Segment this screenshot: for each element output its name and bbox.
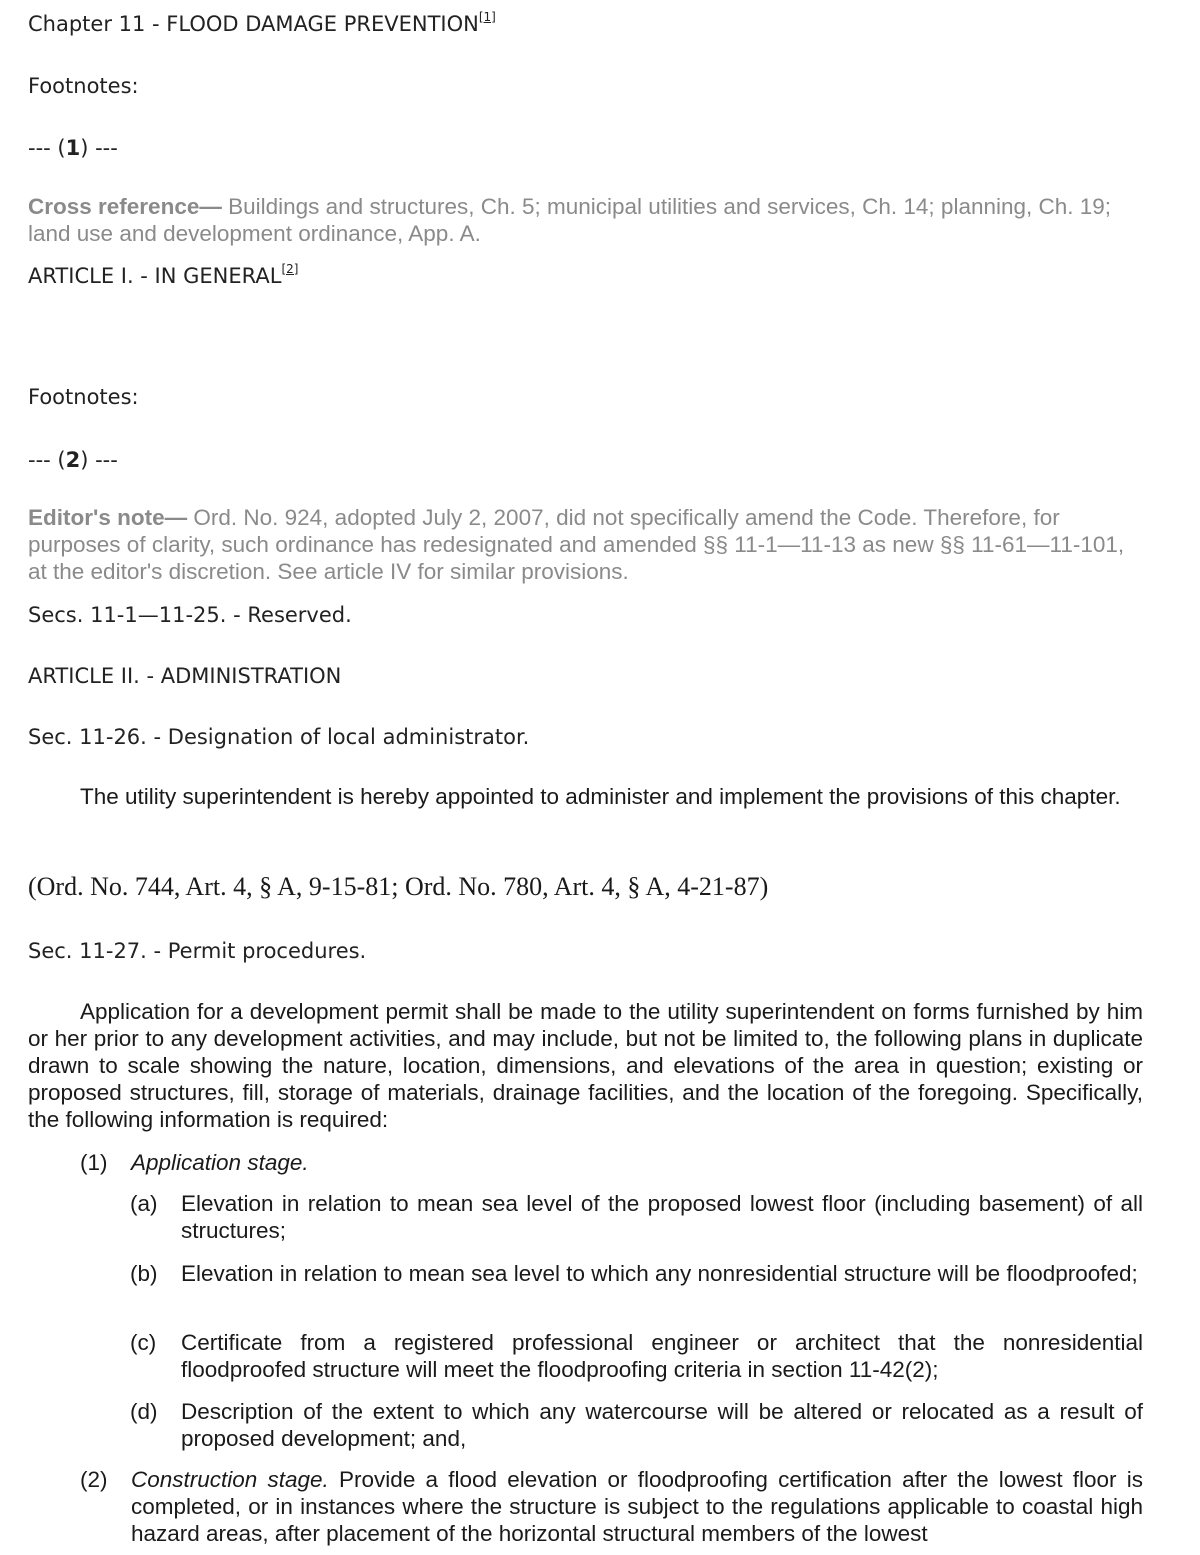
chapter-title-text: Chapter 11 - FLOOD DAMAGE PREVENTION: [28, 12, 479, 36]
article-2-title: ARTICLE II. - ADMINISTRATION: [28, 664, 342, 688]
list-subitem-b: [130, 1260, 1143, 1314]
list-item-heading: Application stage.: [131, 1150, 309, 1175]
list-subitem-number: (b): [130, 1261, 158, 1286]
section-11-26-body: The utility superintendent is hereby appointed to administer and implement the provisions of this chapter.: [80, 784, 1121, 809]
list-subitem-text: Description of the extent to which any watercourse will be altered or relocated as a result of proposed development; and,: [181, 1399, 1143, 1451]
list-subitem-number: (a): [130, 1191, 158, 1216]
reserved-sections: Secs. 11-1—11-25. - Reserved.: [28, 603, 352, 627]
editors-note: [28, 504, 1143, 585]
cross-reference-text: Buildings and structures, Ch. 5; municipal utilities and services, Ch. 14; planning, Ch. 19; land use and development ordinance, App. A.: [28, 194, 1112, 246]
list-subitem-d: [130, 1398, 1143, 1452]
footnote-marker-2: --- (2) ---: [28, 448, 118, 472]
section-11-26-history: (Ord. No. 744, Art. 4, § A, 9-15-81; Ord. No. 780, Art. 4, § A, 4-21-87): [28, 872, 769, 901]
editors-note-label: Editor's note—: [28, 505, 188, 530]
list-subitem-text: Certificate from a registered professional engineer or architect that the nonresidential floodproofed structure will meet the floodproofing criteria in section 11-42(2);: [181, 1330, 1143, 1382]
footnote-marker-1: --- (1) ---: [28, 136, 118, 160]
list-subitem-number: (d): [130, 1399, 158, 1424]
section-11-27-body: Application for a development permit shall be made to the utility superintendent on forms furnished by him or her prior to any development activities, and may include, but not be limited to, the following plans in duplicate drawn to scale showing the nature, location, dimensions, and elevations of the area in question; existing or proposed structures, fill, storage of materials, drainage facilities, and the location of the foregoing. Specifically, the following information is required:: [28, 999, 1143, 1132]
chapter-title: [28, 12, 496, 36]
list-item-number: (2): [80, 1467, 108, 1492]
list-item-2: [80, 1466, 1143, 1555]
article-1-title: ARTICLE I. - IN GENERAL[2]: [28, 262, 299, 288]
footnote-link-2[interactable]: [2]: [281, 262, 299, 276]
footnotes-label-1: Footnotes:: [28, 74, 139, 98]
editors-note-text: Ord. No. 924, adopted July 2, 2007, did not specifically amend the Code. Therefore, for purposes of clarity, such ordinance has redesignated and amended §§ 11-1—11-13 as new §§ 11-61—11-101, at the editor's discretion. See article IV for similar provisions.: [28, 505, 1125, 584]
footnotes-label-2: Footnotes:: [28, 385, 139, 409]
footnote-link-1[interactable]: [1]: [478, 10, 496, 24]
cross-reference-label: Cross reference—: [28, 194, 222, 219]
list-subitem-text: Elevation in relation to mean sea level of the proposed lowest floor (including basement) of all structures;: [181, 1191, 1143, 1243]
list-item-content: [131, 1466, 1143, 1547]
section-11-27-title: Sec. 11-27. - Permit procedures.: [28, 939, 367, 963]
list-item-text: Provide a flood elevation or floodproofing certification after the lowest floor is completed, or in instances where the structure is subject to the regulations applicable to coastal high hazard areas, after placement of the horizontal structural members of the lowest: [131, 1467, 1143, 1546]
cross-reference-note: [28, 193, 1143, 247]
list-item-number: (1): [80, 1150, 108, 1175]
list-subitem-c: [130, 1329, 1143, 1383]
section-11-26-title: Sec. 11-26. - Designation of local administrator.: [28, 725, 530, 749]
list-item-heading: Construction stage.: [131, 1467, 329, 1492]
list-subitem-number: (c): [130, 1330, 157, 1355]
list-subitem-a: [130, 1190, 1143, 1244]
list-subitem-text: Elevation in relation to mean sea level to which any nonresidential structure will be floodproofed;: [181, 1261, 1138, 1286]
